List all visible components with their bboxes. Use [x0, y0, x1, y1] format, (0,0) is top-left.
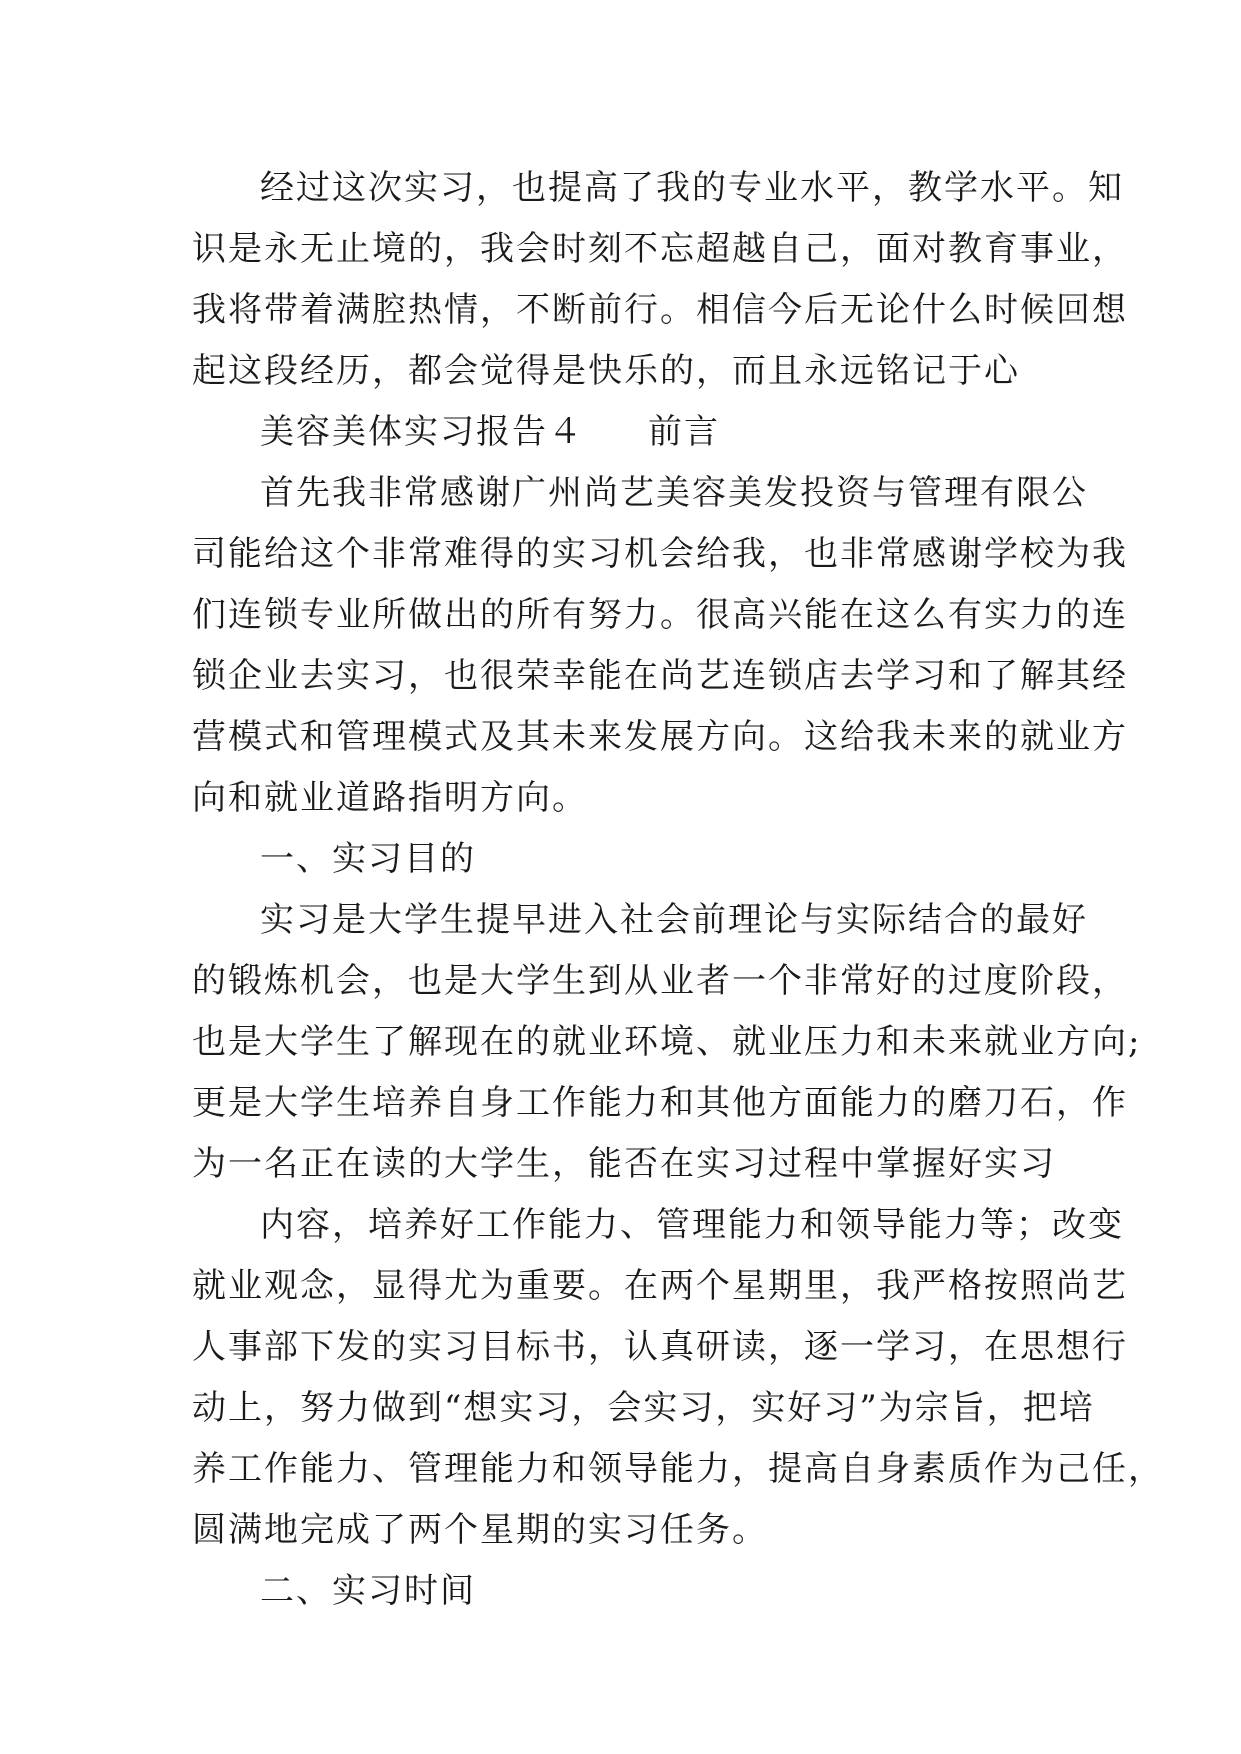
section-preface: 前言: [648, 412, 720, 452]
paragraph-line: 圆满地完成了两个星期的实习任务。: [192, 1510, 768, 1550]
paragraph-line: 更是大学生培养自身工作能力和其他方面能力的磨刀石，作: [192, 1083, 1128, 1123]
paragraph-line: 识是永无止境的，我会时刻不忘超越自己，面对教育事业，: [192, 229, 1128, 269]
section-heading: 一、实习目的: [260, 839, 476, 879]
paragraph-line: 我将带着满腔热情，不断前行。相信今后无论什么时候回想: [192, 290, 1128, 330]
paragraph-line: 向和就业道路指明方向。: [192, 778, 588, 818]
paragraph-line: 司能给这个非常难得的实习机会给我，也非常感谢学校为我: [192, 534, 1128, 574]
paragraph-line: 为一名正在读的大学生，能否在实习过程中掌握好实习: [192, 1144, 1056, 1184]
paragraph-line: 内容，培养好工作能力、管理能力和领导能力等；改变: [260, 1205, 1124, 1245]
paragraph-line: 也是大学生了解现在的就业环境、就业压力和未来就业方向;: [192, 1022, 1142, 1062]
paragraph-line: 经过这次实习，也提高了我的专业水平，教学水平。知: [260, 168, 1124, 208]
paragraph-line: 们连锁专业所做出的所有努力。很高兴能在这么有实力的连: [192, 595, 1128, 635]
report-title-line: [192, 402, 1052, 463]
paragraph-line: 锁企业去实习，也很荣幸能在尚艺连锁店去学习和了解其经: [192, 656, 1128, 696]
paragraph-line: 动上，努力做到“想实习，会实习，实好习”为宗旨，把培: [192, 1388, 1095, 1428]
paragraph-line: 起这段经历，都会觉得是快乐的，而且永远铭记于心: [192, 351, 1020, 391]
section-heading: 二、实习时间: [260, 1571, 476, 1611]
document-page: [192, 158, 1164, 1622]
paragraph-line: 人事部下发的实习目标书，认真研读，逐一学习，在思想行: [192, 1327, 1128, 1367]
paragraph-line: 营模式和管理模式及其未来发展方向。这给我未来的就业方: [192, 717, 1128, 757]
paragraph-line: 养工作能力、管理能力和领导能力，提高自身素质作为己任，: [192, 1449, 1164, 1489]
paragraph-line: 的锻炼机会，也是大学生到从业者一个非常好的过度阶段，: [192, 961, 1128, 1001]
paragraph-line: 实习是大学生提早进入社会前理论与实际结合的最好: [260, 900, 1088, 940]
paragraph-line: 就业观念，显得尤为重要。在两个星期里，我严格按照尚艺: [192, 1266, 1128, 1306]
paragraph-line: 首先我非常感谢广州尚艺美容美发投资与管理有限公: [260, 473, 1088, 513]
report-title: 美容美体实习报告４: [260, 412, 584, 452]
